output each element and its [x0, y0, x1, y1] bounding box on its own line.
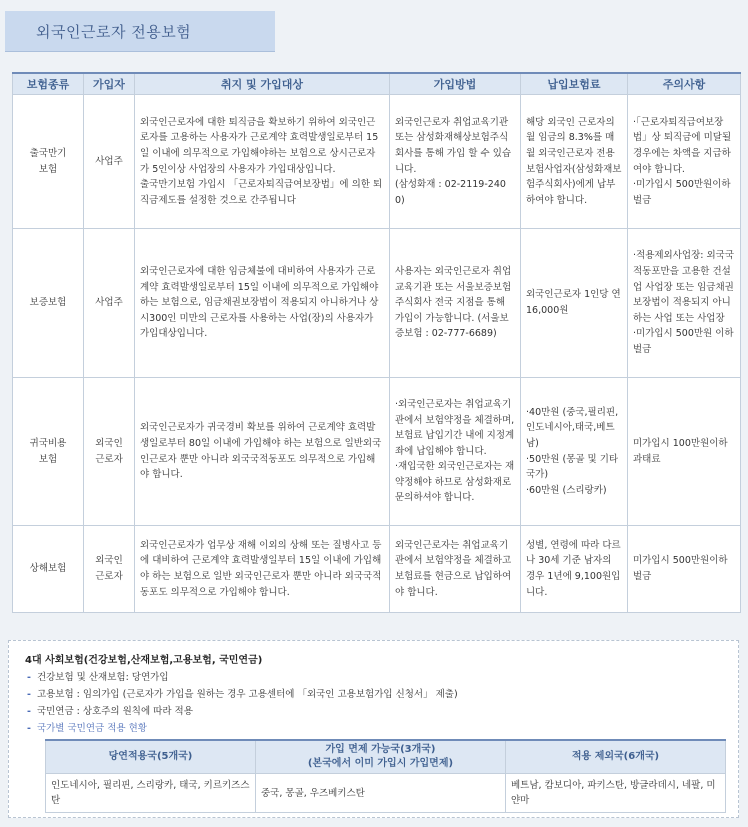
cell-type: 상해보험 [13, 526, 84, 613]
cell-premium: ·40만원 (중국,필리핀,인도네시아,태국,베트남) ·50만원 (몽골 및 기타 국가) ·60만원 (스리랑카) [521, 378, 628, 526]
bullet-item [27, 703, 193, 717]
cell-purpose: 외국인근로자가 업무상 재해 이외의 상해 또는 질병사고 등에 대비하여 근로계약 효력발생일부터 15일 이내에 가입해야 하는 보험으로 일반 외국인근로자 뿐만 아니라 외국국적동포도 의무적으로 가입해야 합니다. [135, 526, 390, 613]
cell-subscriber: 사업주 [84, 95, 135, 229]
cell-method: ·외국인근로자는 취업교육기관에서 보험약정을 체결하며, 보험료 납입기간 내에 지정계좌에 납입해야 합니다. ·재입국한 외국인근로자는 재 약정해야 하므로 삼성화재로 문의하셔야 합니다. [390, 378, 521, 526]
bullet-text: 고용보험 : 임의가입 (근로자가 가입을 원하는 경우 고용센터에 「외국인 고용보험가입 신청서」 제출) [36, 689, 458, 700]
header-method: 가입방법 [390, 73, 521, 95]
bullet-dash: - [27, 672, 31, 683]
cell-exempt-countries: 중국, 몽골, 우즈베키스탄 [256, 774, 506, 813]
pension-country-table [45, 739, 726, 813]
table-row [13, 229, 741, 378]
cell-type: 귀국비용 보험 [13, 378, 84, 526]
bullet-dash: - [27, 689, 31, 700]
cell-purpose: 외국인근로자가 귀국경비 확보를 위하여 근로계약 효력발생일로부터 80일 이내에 가입해야 하는 보험으로 일반외국인근로자 뿐만 아니라 외국국적동포도 의무적으로 가입해야 합니다. [135, 378, 390, 526]
cell-method: 사용자는 외국인근로자 취업교육기관 또는 서울보증보험주식회사 전국 지점을 통해 가입이 가능합니다. (서울보증보험 : 02-777-6689) [390, 229, 521, 378]
bullet-dash: - [27, 706, 31, 717]
table-row [13, 526, 741, 613]
table-row [13, 378, 741, 526]
cell-notes: ·적용제외사업장: 외국국적동포만을 고용한 건설업 사업장 또는 임금채권보장법이 적용되지 아니하는 사업 또는 사업장 ·미가입시 500만원 이하 벌금 [628, 229, 741, 378]
table-row [46, 774, 726, 813]
cell-premium: 외국인근로자 1인당 연 16,000원 [521, 229, 628, 378]
bullet-item [27, 686, 458, 700]
header-type: 보험종류 [13, 73, 84, 95]
cell-notes: 미가입시 100만원이하 과태료 [628, 378, 741, 526]
cell-premium: 해당 외국인 근로자의 월 임금의 8.3%를 매월 외국인근로자 전용보험사업자(삼성화재보험주식회사)에게 납부하여야 합니다. [521, 95, 628, 229]
cell-premium: 성별, 연령에 따라 다르나 30세 기준 남자의 경우 1년에 9,100원입니다. [521, 526, 628, 613]
cell-subscriber: 사업주 [84, 229, 135, 378]
header-exempt: 가입 면제 가능국(3개국) (본국에서 이미 가입시 가입면제) [256, 740, 506, 774]
bullet-text: 국민연금 : 상호주의 원칙에 따라 적용 [36, 706, 193, 717]
cell-type: 보증보험 [13, 229, 84, 378]
cell-method: 외국인근로자 취업교육기관 또는 삼성화재해상보험주식회사를 통해 가입 할 수 있습니다. (삼성화재 : 02-2119-2400) [390, 95, 521, 229]
table-header-row [13, 73, 741, 95]
bullet-item [27, 720, 147, 734]
cell-purpose: 외국인근로자에 대한 임금체불에 대비하여 사용자가 근로계약 효력발생일로부터 15일 이내에 의무적으로 가입해야하는 보험으로, 임금채권보장법이 적용되지 아니하거나 상시300인 미만의 근로자를 사용하는 사업(장)의 사용자가 가입대상입니다. [135, 229, 390, 378]
header-mandatory: 당연적용국(5개국) [46, 740, 256, 774]
header-purpose: 취지 및 가입대상 [135, 73, 390, 95]
cell-notes: 미가입시 500만원이하 벌금 [628, 526, 741, 613]
cell-method: 외국인근로자는 취업교육기관에서 보험약정을 체결하고 보험료를 현금으로 납입하여야 합니다. [390, 526, 521, 613]
bullet-dash: - [27, 723, 31, 734]
cell-notes: ·「근로자퇴직급여보장법」상 퇴직금에 미달될 경우에는 차액을 지급하여야 합니다. ·미가입시 500만원이하 벌금 [628, 95, 741, 229]
header-excluded: 적용 제외국(6개국) [506, 740, 726, 774]
table-row [13, 95, 741, 229]
social-heading: 4대 사회보험(건강보험,산재보험,고용보험, 국민연금) [25, 655, 263, 666]
bullet-text: 국가별 국민연금 적용 현황 [36, 723, 147, 734]
header-notes: 주의사항 [628, 73, 741, 95]
social-insurance-box [8, 640, 739, 818]
subtable-header-row [46, 740, 726, 774]
page-title: 외국인근로자 전용보험 [36, 23, 192, 41]
cell-excluded-countries: 베트남, 캄보디아, 파키스탄, 방글라데시, 네팔, 미얀마 [506, 774, 726, 813]
cell-subscriber: 외국인 근로자 [84, 526, 135, 613]
cell-subscriber: 외국인 근로자 [84, 378, 135, 526]
cell-mandatory-countries: 인도네시아, 필리핀, 스리랑카, 태국, 키르키즈스탄 [46, 774, 256, 813]
header-subscriber: 가입자 [84, 73, 135, 95]
cell-purpose: 외국인근로자에 대한 퇴직금을 확보하기 위하여 외국인근로자를 고용하는 사용자가 근로계약 효력발생일로부터 15일 이내에 의무적으로 가입해야하는 보험으로 상시근로자가 5인이상 사업장의 사용자가 가입대상입니다. 출국만기보험 가입시 「근로자퇴직급여보장법」에 의한 퇴직금제도를 설정한 것으로 간주됩니다 [135, 95, 390, 229]
bullet-text: 건강보험 및 산재보험: 당연가입 [36, 672, 169, 683]
page-title-box [5, 11, 275, 52]
bullet-item [27, 669, 169, 683]
cell-type: 출국만기 보험 [13, 95, 84, 229]
insurance-table [12, 72, 741, 613]
header-premium: 납입보험료 [521, 73, 628, 95]
